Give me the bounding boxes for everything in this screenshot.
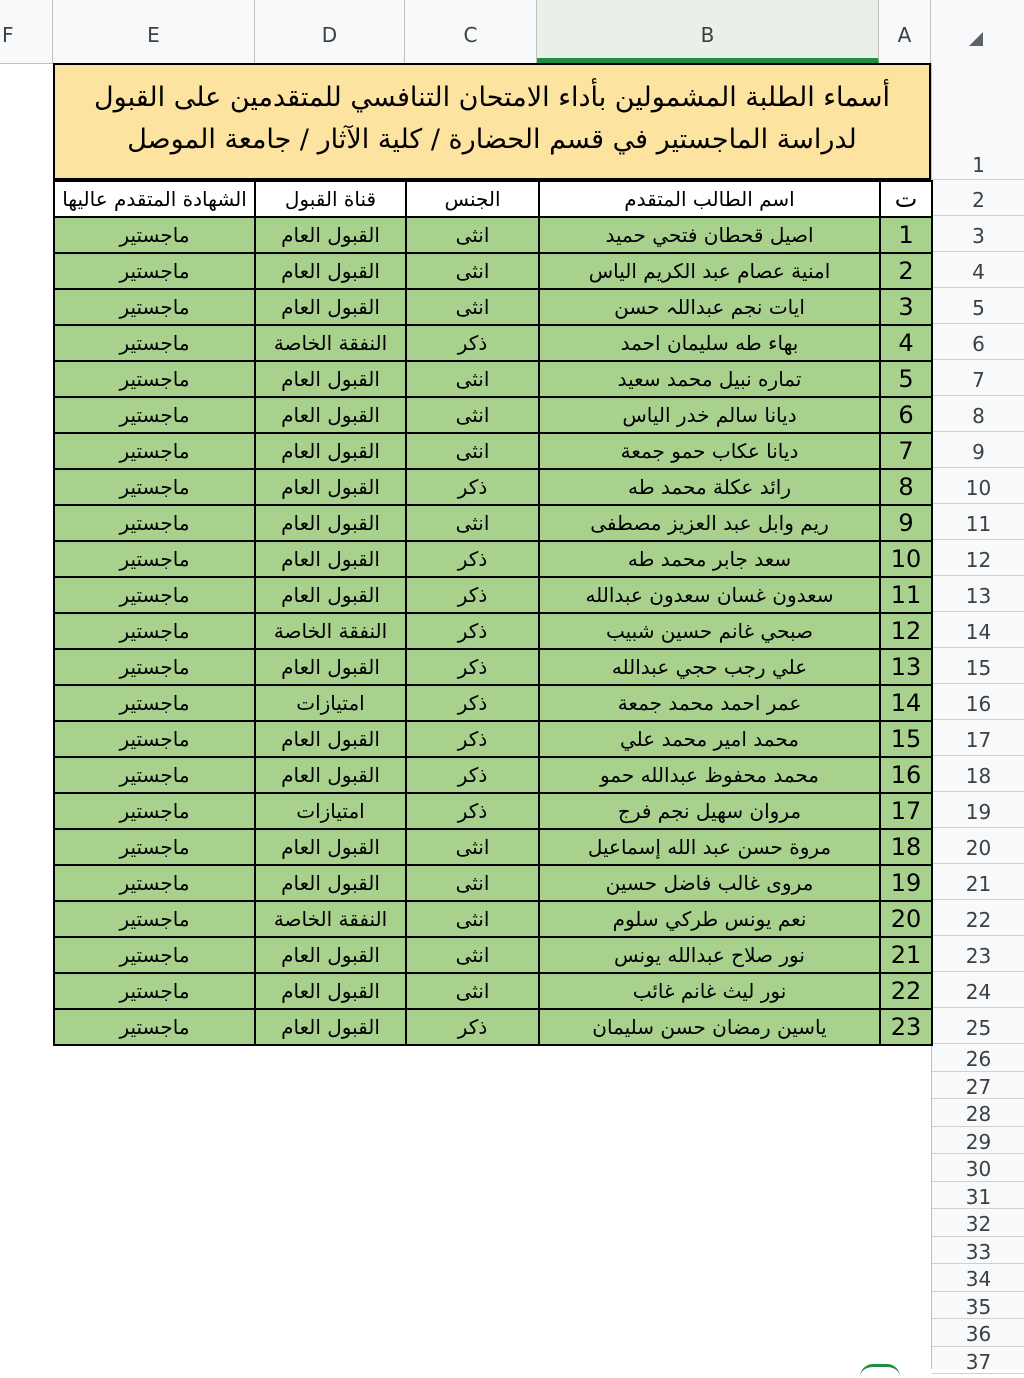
cell-num[interactable]: 10 xyxy=(880,541,932,577)
cell-gender[interactable]: انثى xyxy=(406,829,539,865)
cell-name[interactable]: محمد محفوظ عبدالله حمو xyxy=(539,757,880,793)
cell-degree[interactable]: ماجستير xyxy=(54,397,255,433)
row-header[interactable]: 6 xyxy=(932,324,1024,360)
row-header[interactable]: 14 xyxy=(932,612,1024,648)
cell-channel[interactable]: القبول العام xyxy=(255,577,406,613)
row-header[interactable]: 8 xyxy=(932,396,1024,432)
cell-num[interactable]: 6 xyxy=(880,397,932,433)
row-header[interactable]: 1 xyxy=(932,63,1024,180)
cell-gender[interactable]: ذكر xyxy=(406,793,539,829)
title-line-1: أسماء الطلبة المشمولين بأداء الامتحان التنافسي للمتقدمين على القبول xyxy=(94,82,890,113)
cell-gender[interactable]: ذكر xyxy=(406,541,539,577)
cell-num[interactable]: 15 xyxy=(880,721,932,757)
table-header-row xyxy=(54,181,932,217)
cell-gender[interactable]: انثى xyxy=(406,397,539,433)
cell-gender[interactable]: ذكر xyxy=(406,649,539,685)
cell-gender[interactable]: ذكر xyxy=(406,613,539,649)
cell-name[interactable]: صبحي غانم حسين شبيب xyxy=(539,613,880,649)
select-all-triangle-icon[interactable] xyxy=(969,32,983,46)
cell-name[interactable]: بهاء طه سليمان احمد xyxy=(539,325,880,361)
cell-name[interactable]: تماره نبيل محمد سعيد xyxy=(539,361,880,397)
row-header[interactable]: 18 xyxy=(932,756,1024,792)
cell-channel[interactable]: القبول العام xyxy=(255,469,406,505)
sheet-title-cell[interactable] xyxy=(53,63,931,180)
row-header[interactable]: 26 xyxy=(932,1044,1024,1072)
table-row xyxy=(54,865,932,901)
row-header[interactable]: 9 xyxy=(932,432,1024,468)
cell-num[interactable]: 4 xyxy=(880,325,932,361)
column-header-bar xyxy=(0,0,1024,64)
cell-name[interactable]: ياسين رمضان حسن سليمان xyxy=(539,1009,880,1045)
table-row xyxy=(54,577,932,613)
header-gender[interactable]: الجنس xyxy=(406,181,539,217)
table-row xyxy=(54,469,932,505)
table-row xyxy=(54,901,932,937)
cell-channel[interactable]: القبول العام xyxy=(255,541,406,577)
row-header[interactable]: 22 xyxy=(932,900,1024,936)
cell-gender[interactable]: انثى xyxy=(406,901,539,937)
row-header[interactable]: 11 xyxy=(932,504,1024,540)
row-header[interactable]: 12 xyxy=(932,540,1024,576)
cell-channel[interactable]: القبول العام xyxy=(255,829,406,865)
cell-gender[interactable]: ذكر xyxy=(406,325,539,361)
row-header[interactable]: 31 xyxy=(932,1182,1024,1210)
cell-channel[interactable]: القبول العام xyxy=(255,253,406,289)
cell-name[interactable]: نعم يونس طركي سلوم xyxy=(539,901,880,937)
cell-name[interactable]: ديانا عكاب حمو جمعة xyxy=(539,433,880,469)
table-row xyxy=(54,289,932,325)
row-header[interactable]: 29 xyxy=(932,1127,1024,1155)
column-header-c[interactable]: C xyxy=(405,0,537,63)
row-header[interactable]: 35 xyxy=(932,1292,1024,1320)
cell-channel[interactable]: امتيازات xyxy=(255,793,406,829)
cell-num[interactable]: 23 xyxy=(880,1009,932,1045)
cell-num[interactable]: 20 xyxy=(880,901,932,937)
table-row xyxy=(54,721,932,757)
row-header[interactable]: 23 xyxy=(932,936,1024,972)
table-row xyxy=(54,757,932,793)
cell-gender[interactable]: انثى xyxy=(406,937,539,973)
table-row xyxy=(54,613,932,649)
header-degree[interactable]: الشهادة المتقدم عاليها xyxy=(54,181,255,217)
row-header[interactable]: 5 xyxy=(932,288,1024,324)
cell-channel[interactable]: النفقة الخاصة xyxy=(255,901,406,937)
cell-degree[interactable]: ماجستير xyxy=(54,253,255,289)
cell-channel[interactable]: القبول العام xyxy=(255,1009,406,1045)
cell-num[interactable]: 19 xyxy=(880,865,932,901)
cell-channel[interactable]: القبول العام xyxy=(255,361,406,397)
cell-num[interactable]: 2 xyxy=(880,253,932,289)
row-header[interactable]: 21 xyxy=(932,864,1024,900)
cell-degree[interactable]: ماجستير xyxy=(54,793,255,829)
row-header-column xyxy=(931,63,1024,1374)
table-row xyxy=(54,685,932,721)
cell-name[interactable]: ديانا سالم خدر الياس xyxy=(539,397,880,433)
column-header-e[interactable]: E xyxy=(53,0,255,63)
cell-num[interactable]: 22 xyxy=(880,973,932,1009)
cell-gender[interactable]: انثى xyxy=(406,361,539,397)
row-header[interactable]: 2 xyxy=(932,180,1024,216)
cell-gender[interactable]: انثى xyxy=(406,289,539,325)
cell-name[interactable]: محمد امير محمد علي xyxy=(539,721,880,757)
cell-channel[interactable]: القبول العام xyxy=(255,757,406,793)
table-row xyxy=(54,541,932,577)
cell-name[interactable]: سعد جابر محمد طه xyxy=(539,541,880,577)
cell-num[interactable]: 12 xyxy=(880,613,932,649)
cell-name[interactable]: سعدون غسان سعدون عبدالله xyxy=(539,577,880,613)
cell-channel[interactable]: القبول العام xyxy=(255,937,406,973)
cell-channel[interactable]: القبول العام xyxy=(255,289,406,325)
cell-degree[interactable]: ماجستير xyxy=(54,541,255,577)
cell-name[interactable]: عمر احمد محمد جمعة xyxy=(539,685,880,721)
cell-num[interactable]: 16 xyxy=(880,757,932,793)
cell-degree[interactable]: ماجستير xyxy=(54,757,255,793)
cell-channel[interactable]: امتيازات xyxy=(255,685,406,721)
row-header[interactable]: 33 xyxy=(932,1237,1024,1265)
table-row xyxy=(54,217,932,253)
cell-channel[interactable]: النفقة الخاصة xyxy=(255,613,406,649)
cell-name[interactable]: علي رجب حجي عبدالله xyxy=(539,649,880,685)
cell-gender[interactable]: ذكر xyxy=(406,469,539,505)
column-header-b[interactable]: B xyxy=(537,0,879,63)
cell-num[interactable]: 17 xyxy=(880,793,932,829)
cell-name[interactable]: ايات نجم عبداللہ حسن xyxy=(539,289,880,325)
cell-num[interactable]: 3 xyxy=(880,289,932,325)
table-row xyxy=(54,397,932,433)
cell-degree[interactable]: ماجستير xyxy=(54,469,255,505)
table-row xyxy=(54,361,932,397)
column-header-f[interactable]: F xyxy=(0,0,53,63)
table-row xyxy=(54,973,932,1009)
row-header[interactable]: 28 xyxy=(932,1099,1024,1127)
row-header[interactable]: 37 xyxy=(932,1347,1024,1375)
cell-num[interactable]: 18 xyxy=(880,829,932,865)
cell-num[interactable]: 1 xyxy=(880,217,932,253)
cell-degree[interactable]: ماجستير xyxy=(54,325,255,361)
cell-gender[interactable]: انثى xyxy=(406,433,539,469)
cell-degree[interactable]: ماجستير xyxy=(54,613,255,649)
row-header[interactable]: 16 xyxy=(932,684,1024,720)
add-sheet-button-edge[interactable] xyxy=(860,1364,900,1377)
cell-num[interactable]: 14 xyxy=(880,685,932,721)
row-header[interactable]: 36 xyxy=(932,1319,1024,1347)
cell-gender[interactable]: ذكر xyxy=(406,757,539,793)
cell-degree[interactable]: ماجستير xyxy=(54,433,255,469)
cell-name[interactable]: مروة حسن عبد الله إسماعيل xyxy=(539,829,880,865)
row-header[interactable]: 13 xyxy=(932,576,1024,612)
column-header-a[interactable]: A xyxy=(879,0,931,63)
table-row xyxy=(54,1009,932,1045)
cell-gender[interactable]: ذكر xyxy=(406,721,539,757)
row-header[interactable]: 17 xyxy=(932,720,1024,756)
cell-channel[interactable]: القبول العام xyxy=(255,505,406,541)
cell-name[interactable]: مروى غالب فاضل حسين xyxy=(539,865,880,901)
header-name[interactable]: اسم الطالب المتقدم xyxy=(539,181,880,217)
cell-name[interactable]: مروان سهيل نجم فرج xyxy=(539,793,880,829)
row-header[interactable]: 30 xyxy=(932,1154,1024,1182)
cell-num[interactable]: 9 xyxy=(880,505,932,541)
cell-name[interactable]: امنية عصام عبد الكريم الياس xyxy=(539,253,880,289)
row-header[interactable]: 27 xyxy=(932,1072,1024,1100)
column-header-d[interactable]: D xyxy=(255,0,405,63)
cell-gender[interactable]: انثى xyxy=(406,217,539,253)
cell-name[interactable]: ريم وابل عبد العزيز مصطفى xyxy=(539,505,880,541)
header-num[interactable]: ت xyxy=(880,181,932,217)
cell-channel[interactable]: القبول العام xyxy=(255,433,406,469)
row-header[interactable]: 4 xyxy=(932,252,1024,288)
cell-gender[interactable]: ذكر xyxy=(406,577,539,613)
header-channel[interactable]: قناة القبول xyxy=(255,181,406,217)
cell-degree[interactable]: ماجستير xyxy=(54,505,255,541)
cell-gender[interactable]: انثى xyxy=(406,973,539,1009)
cell-num[interactable]: 5 xyxy=(880,361,932,397)
cell-degree[interactable]: ماجستير xyxy=(54,685,255,721)
table-row xyxy=(54,937,932,973)
row-header[interactable]: 25 xyxy=(932,1008,1024,1044)
cell-degree[interactable]: ماجستير xyxy=(54,973,255,1009)
row-header[interactable]: 24 xyxy=(932,972,1024,1008)
cell-channel[interactable]: القبول العام xyxy=(255,217,406,253)
cell-name[interactable]: نور ليث غانم غائب xyxy=(539,973,880,1009)
cell-degree[interactable]: ماجستير xyxy=(54,649,255,685)
table-row xyxy=(54,505,932,541)
cell-channel[interactable]: القبول العام xyxy=(255,721,406,757)
row-header[interactable]: 15 xyxy=(932,648,1024,684)
cell-degree[interactable]: ماجستير xyxy=(54,937,255,973)
table-row xyxy=(54,829,932,865)
cell-channel[interactable]: النفقة الخاصة xyxy=(255,325,406,361)
table-row xyxy=(54,793,932,829)
cell-channel[interactable]: القبول العام xyxy=(255,973,406,1009)
cell-gender[interactable]: ذكر xyxy=(406,1009,539,1045)
cell-num[interactable]: 11 xyxy=(880,577,932,613)
cell-degree[interactable]: ماجستير xyxy=(54,577,255,613)
cell-degree[interactable]: ماجستير xyxy=(54,865,255,901)
row-header[interactable]: 7 xyxy=(932,360,1024,396)
cell-num[interactable]: 21 xyxy=(880,937,932,973)
cell-name[interactable]: نور صلاح عبدالله يونس xyxy=(539,937,880,973)
title-line-2: لدراسة الماجستير في قسم الحضارة / كلية الآثار / جامعة الموصل xyxy=(127,124,857,155)
cell-degree[interactable]: ماجستير xyxy=(54,721,255,757)
select-all-corner[interactable] xyxy=(931,0,1024,63)
cell-degree[interactable]: ماجستير xyxy=(54,829,255,865)
row-header[interactable]: 32 xyxy=(932,1209,1024,1237)
cell-channel[interactable]: القبول العام xyxy=(255,649,406,685)
cell-degree[interactable]: ماجستير xyxy=(54,1009,255,1045)
cell-num[interactable]: 8 xyxy=(880,469,932,505)
row-header[interactable]: 19 xyxy=(932,792,1024,828)
table-row xyxy=(54,433,932,469)
row-header[interactable]: 10 xyxy=(932,468,1024,504)
cell-channel[interactable]: القبول العام xyxy=(255,397,406,433)
cell-degree[interactable]: ماجستير xyxy=(54,901,255,937)
cell-num[interactable]: 13 xyxy=(880,649,932,685)
cell-name[interactable]: اصيل قحطان فتحي حميد xyxy=(539,217,880,253)
students-table xyxy=(53,180,933,1046)
cell-degree[interactable]: ماجستير xyxy=(54,361,255,397)
row-header[interactable]: 34 xyxy=(932,1264,1024,1292)
table-row xyxy=(54,325,932,361)
table-row xyxy=(54,253,932,289)
row-header[interactable]: 3 xyxy=(932,216,1024,252)
row-header[interactable]: 20 xyxy=(932,828,1024,864)
cell-num[interactable]: 7 xyxy=(880,433,932,469)
cell-gender[interactable]: انثى xyxy=(406,865,539,901)
cell-degree[interactable]: ماجستير xyxy=(54,217,255,253)
cell-degree[interactable]: ماجستير xyxy=(54,289,255,325)
table-row xyxy=(54,649,932,685)
cell-name[interactable]: رائد عكلة محمد طه xyxy=(539,469,880,505)
cell-gender[interactable]: ذكر xyxy=(406,685,539,721)
cell-gender[interactable]: انثى xyxy=(406,253,539,289)
cell-channel[interactable]: القبول العام xyxy=(255,865,406,901)
cell-gender[interactable]: انثى xyxy=(406,505,539,541)
